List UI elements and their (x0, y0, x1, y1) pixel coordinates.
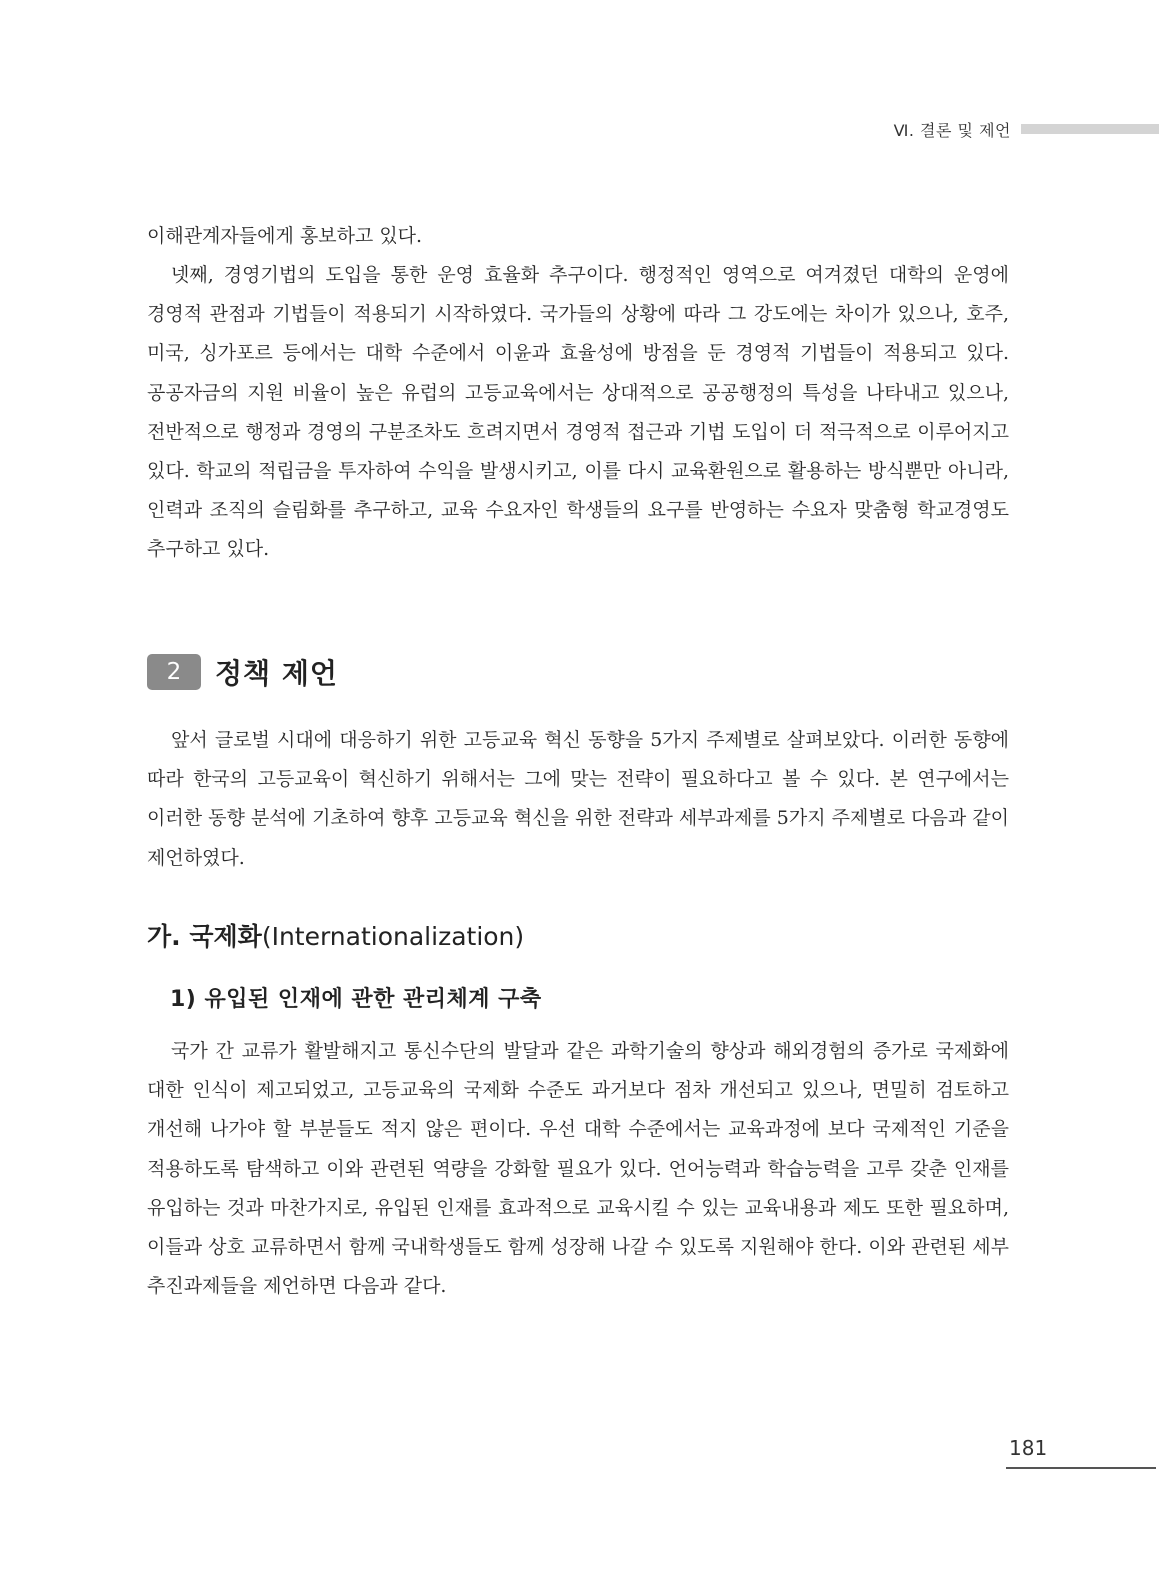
running-header-bar (1021, 124, 1159, 134)
subsection-heading-suffix: (Internationalization) (261, 922, 525, 951)
paragraph-internationalization: 국가 간 교류가 활발해지고 통신수단의 발달과 같은 과학기술의 향상과 해외경험의 증가로 국제화에 대한 인식이 제고되었고, 고등교육의 국제화 수준도 과거보다 점차 개선되고 있으나, 면밀히 검토하고 개선해 나가야 할 부분들도 적지 않은 편이다. 우선 대학 수준에서는 교육과정에 보다 국제적인 기준을 적용하도록 탐색하고 이와 관련된 역량을 강화할 필요가 있다. 언어능력과 학습능력을 고루 갖춘 인재를 유입하는 것과 마찬가지로, 유입된 인재를 효과적으로 교육시킬 수 있는 교육내용과 제도 또한 필요하며, 이들과 상호 교류하면서 함께 국내학생들도 함께 성장해 나갈 수 있도록 지원해야 한다. 이와 관련된 세부 추진과제들을 제언하면 다음과 같다. (147, 1040, 1009, 1298)
paragraph-policy-intro: 앞서 글로벌 시대에 대응하기 위한 고등교육 혁신 동향을 5가지 주제별로 살펴보았다. 이러한 동향에 따라 한국의 고등교육이 혁신하기 위해서는 그에 맞는 전략이 필요하다고 볼 수 있다. 본 연구에서는 이러한 동향 분석에 기초하여 향후 고등교육 혁신을 위한 전략과 세부과제를 5가지 주제별로 다음과 같이 제언하였다. (147, 729, 1009, 869)
section-heading (147, 652, 338, 692)
section-title: 정책 제언 (215, 657, 338, 690)
subsubsection-heading: 1) 유입된 인재에 관한 관리체계 구축 (170, 987, 542, 1012)
page-number-rule (1006, 1467, 1156, 1469)
subsection-heading-prefix: 가. 국제화 (147, 922, 262, 951)
page-number: 181 (1009, 1436, 1048, 1460)
paragraph-continuation: 이해관계자들에게 홍보하고 있다. (147, 225, 423, 247)
paragraph-management-techniques: 넷째, 경영기법의 도입을 통한 운영 효율화 추구이다. 행정적인 영역으로 여겨졌던 대학의 운영에 경영적 관점과 기법들이 적용되기 시작하였다. 국가들의 상황에 따라 그 강도에는 차이가 있으나, 호주, 미국, 싱가포르 등에서는 대학 수준에서 이윤과 효율성에 방점을 둔 경영적 기법들이 적용되고 있다. 공공자금의 지원 비율이 높은 유럽의 고등교육에서는 상대적으로 공공행정의 특성을 나타내고 있으나, 전반적으로 행정과 경영의 구분조차도 흐려지면서 경영적 접근과 기법 도입이 더 적극적으로 이루어지고 있다. 학교의 적립금을 투자하여 수익을 발생시키고, 이를 다시 교육환원으로 활용하는 방식뿐만 아니라, 인력과 조직의 슬림화를 추구하고, 교육 수요자인 학생들의 요구를 반영하는 수요자 맞춤형 학교경영도 추구하고 있다. (147, 264, 1009, 561)
running-header-title: Ⅵ. 결론 및 제언 (893, 120, 1011, 140)
section-number-badge: 2 (147, 654, 201, 690)
subsection-heading (147, 917, 524, 953)
running-header (894, 116, 1159, 142)
